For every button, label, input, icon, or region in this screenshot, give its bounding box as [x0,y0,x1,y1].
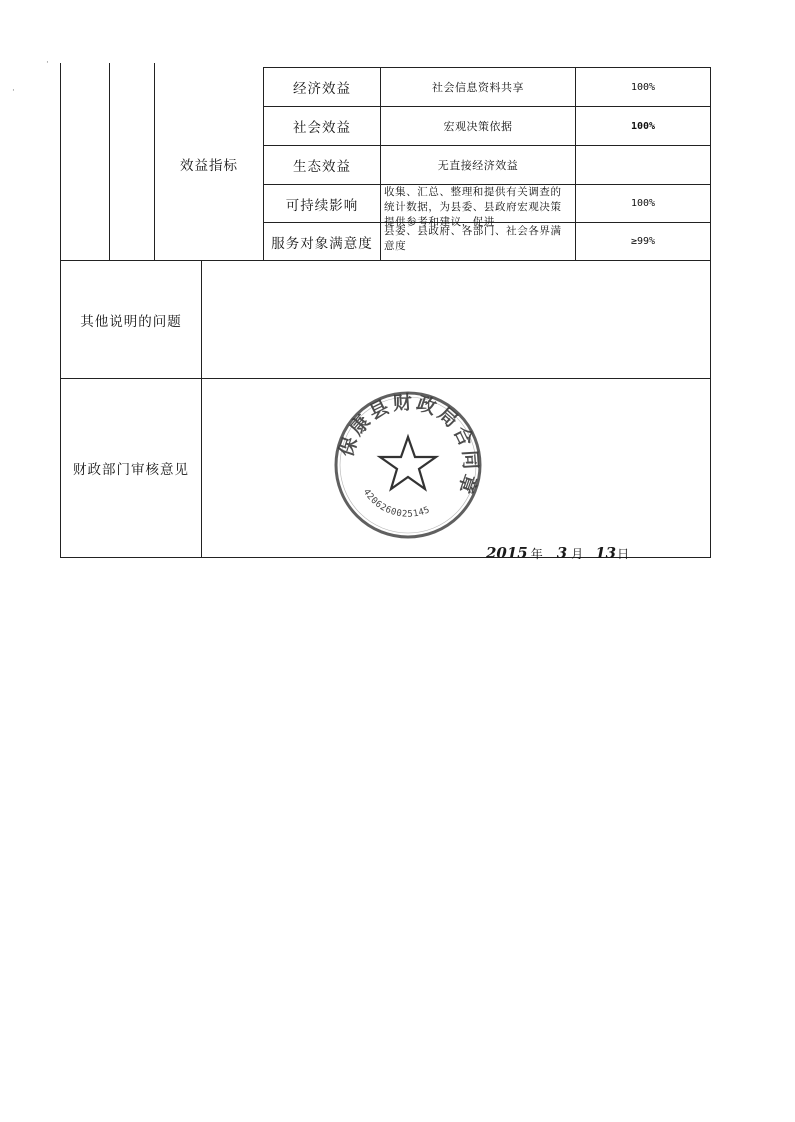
seal-ring-text: 保康县财政局合同章 [335,391,482,500]
row-label-satisfaction: 服务对象满意度 [271,235,373,252]
official-seal [332,389,484,541]
svg-text:4206260025145 [361,487,432,519]
svg-text:保康县财政局合同章 [334,390,481,499]
date-day-unit: 日 [617,547,630,561]
row-value-economic: 100% [630,81,656,93]
review-date [486,538,629,562]
other-notes-label: 其他说明的问题 [80,313,182,330]
scan-speck: · [46,58,49,68]
row-value-social: 100% [630,120,656,132]
row-content-ecological: 无直接经济效益 [437,159,519,172]
col-line [109,63,110,261]
row-content-social: 宏观决策依据 [443,120,513,133]
scan-speck: · [12,86,15,96]
row-label-social: 社会效益 [293,120,351,136]
benefit-category-label: 效益指标 [180,157,238,174]
row-label-economic: 经济效益 [293,81,351,97]
date-month: 3 [556,544,568,562]
seal-serial: 4206260025145 [360,487,432,520]
finance-review-label: 财政部门审核意见 [73,462,189,478]
row-value-satisfaction: ≥99% [630,236,656,247]
table-right-line [710,67,711,558]
row-value-ecological [576,146,710,184]
date-month-unit: 月 [571,547,584,561]
other-notes-content [202,261,710,378]
row-content-satisfaction: 县委、县政府、各部门、社会各界满意度 [384,225,562,252]
row-label-sustainable: 可持续影响 [285,197,359,214]
star-icon [380,437,436,489]
row-content-sustainable: 收集、汇总、整理和提供有关调查的统计数据，为县委、县政府宏观决策提供参考和建议，促进 [384,186,562,228]
date-day: 13 [595,544,617,562]
date-year-unit: 年 [530,547,543,561]
row-label-ecological: 生态效益 [293,159,351,175]
date-year: 2015 [486,544,528,562]
row-content-economic: 社会信息资料共享 [432,81,524,94]
row-value-sustainable: 100% [630,198,656,209]
